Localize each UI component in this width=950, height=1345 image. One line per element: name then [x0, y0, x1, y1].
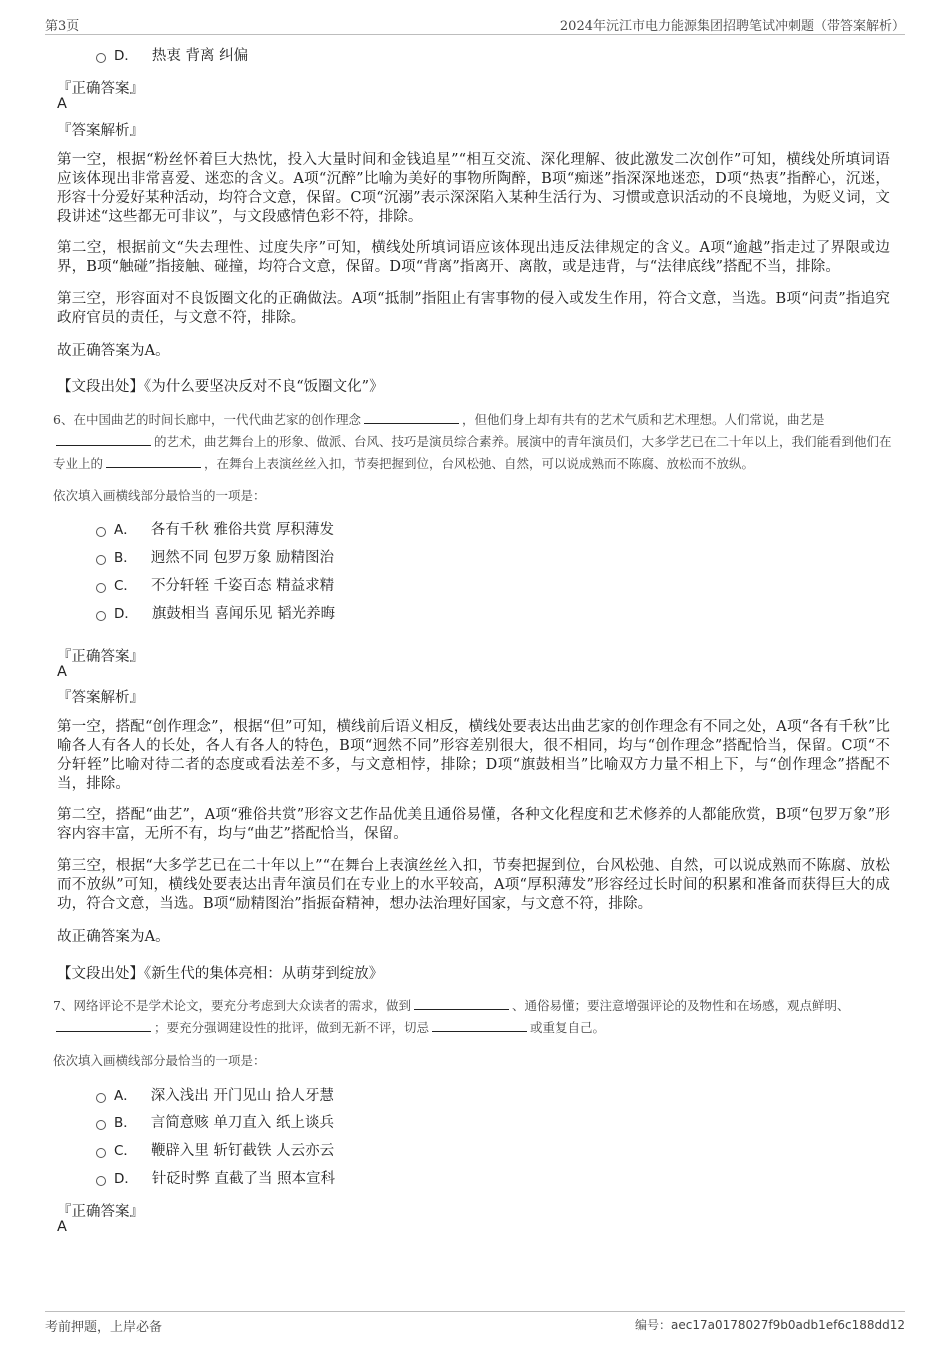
q7-option-a[interactable]: A． 深入浅出 开门见山 拾人牙慧 — [96, 1086, 334, 1106]
q6-prompt: 依次填入画横线部分最恰当的一项是： — [53, 488, 266, 503]
radio-icon[interactable] — [96, 527, 106, 537]
radio-icon[interactable] — [96, 1120, 106, 1130]
blank-line — [364, 411, 459, 424]
q6-option-b[interactable]: B． 迥然不同 包罗万象 励精图治 — [96, 548, 334, 568]
page-number: 第3页 — [45, 19, 80, 34]
blank-line — [432, 1019, 527, 1032]
q6-source: 【文段出处】《新生代的集体亮相：从萌芽到绽放》 — [57, 966, 384, 982]
radio-icon[interactable] — [96, 611, 106, 621]
radio-icon[interactable] — [96, 583, 106, 593]
q5-analysis-p1: 第一空，根据“粉丝怀着巨大热忱，投入大量时间和金钱追星”“相互交流、深化理解、彼此激发二次创作”可知，横线处所填词语应该体现出非常喜爱、迷恋的含义。A项“沉醉”比喻为美好的事物所陶醉，B项“痴迷”指深深地迷恋，D项“热衷”指醉心，沉迷，形容十分爱好某种活动，均符合文意，保留。C项“沉溺”表示深深陷入某种生活行为、习惯或意识活动的不良境地，为贬义词，文段讲述“这些都无可非议”，与文段感情色彩不符，排除。 — [57, 152, 890, 225]
q6-analysis-p3: 第三空，根据“大多学艺已在二十年以上”“在舞台上表演丝丝入扣，节奏把握到位，台风松弛、自然，可以说成熟而不陈腐、放松而不放纵”可知，横线处要表达出青年演员们在专业上的水平较高，A项“厚积薄发”形容经过长时间的积累和准备而获得巨大的成功，符合文意，当选。B项“励精图治”指振奋精神，想办法治理好国家，与文意不符，排除。 — [57, 858, 890, 912]
radio-icon[interactable] — [96, 555, 106, 565]
blank-line — [414, 997, 509, 1010]
q7-stem: 7、网络评论不是学术论文，要充分考虑到大众读者的需求，做到 、通俗易懂；要注意增强评论的及物性和在场感，观点鲜明、；要充分强调建设性的批评，做到无新不评，切忌 或重复自己。 — [53, 998, 850, 1035]
q6-analysis-label: 『答案解析』 — [57, 690, 144, 706]
q7-option-b[interactable]: B． 言简意赅 单刀直入 纸上谈兵 — [96, 1113, 334, 1133]
q6-stem: 6、在中国曲艺的时间长廊中，一代代曲艺家的创作理念 ，但他们身上却有共有的艺术气质和艺术理想。人们常说，曲艺是的艺术，曲艺舞台上的形象、做派、台风、技巧是演员综合素养。展演中的青年演员们，大多学艺已在二十年以上，我们能看到他们在专业上的 ，在舞台上表演丝丝入扣，节奏把握到位，台风松弛、自然，可以说成熟而不陈腐、放松而不放纵。 — [53, 412, 892, 471]
page-header — [45, 14, 905, 35]
q5-answer-label: 『正确答案』 — [57, 81, 144, 97]
q6-analysis-p4: 故正确答案为A。 — [57, 929, 170, 945]
q6-answer-label: 『正确答案』 — [57, 649, 144, 665]
radio-icon[interactable] — [96, 1176, 106, 1186]
blank-line — [56, 1019, 151, 1032]
q7-option-d[interactable]: D． 针砭时弊 直截了当 照本宣科 — [96, 1169, 335, 1189]
q7-option-c[interactable]: C． 鞭辟入里 斩钉截铁 人云亦云 — [96, 1141, 334, 1161]
document-id: 编号：aec17a0178027f9b0adb1ef6c188dd12 — [635, 1318, 905, 1332]
q6-option-c[interactable]: C． 不分轩轾 千姿百态 精益求精 — [96, 576, 334, 596]
footer-slogan: 考前押题，上岸必备 — [45, 1320, 163, 1335]
q7-answer: A — [57, 1219, 67, 1235]
q6-option-a[interactable]: A． 各有千秋 雅俗共赏 厚积薄发 — [96, 520, 334, 540]
blank-line — [56, 433, 151, 446]
q6-analysis-p1: 第一空，搭配“创作理念”，根据“但”可知，横线前后语义相反，横线处要表达出曲艺家的创作理念有不同之处，A项“各有千秋”比喻各人有各人的长处，各人有各人的特色，B项“迥然不同”形容差别很大，很不相同，均与“创作理念”搭配恰当，保留。C项“不分轩轾”比喻对待二者的态度或看法差不多，与文意相悖，排除；D项“旗鼓相当”比喻双方力量不相上下，与“创作理念”搭配不当，排除。 — [57, 719, 890, 792]
q5-analysis-label: 『答案解析』 — [57, 123, 144, 139]
q7-answer-label: 『正确答案』 — [57, 1204, 144, 1220]
document-title: 2024年沅江市电力能源集团招聘笔试冲刺题（带答案解析） — [559, 19, 905, 34]
q6-option-d[interactable]: D． 旗鼓相当 喜闻乐见 韬光养晦 — [96, 604, 335, 624]
q6-analysis-p2: 第二空，搭配“曲艺”，A项“雅俗共赏”形容文艺作品优美且通俗易懂，各种文化程度和艺术修养的人都能欣赏，B项“包罗万象”形容内容丰富，无所不有，均与“曲艺”搭配恰当，保留。 — [57, 807, 890, 842]
q5-source: 【文段出处】《为什么要坚决反对不良“饭圈文化”》 — [57, 379, 384, 395]
radio-icon[interactable] — [96, 1093, 106, 1103]
radio-icon[interactable] — [96, 1148, 106, 1158]
q5-analysis-p4: 故正确答案为A。 — [57, 343, 170, 359]
q5-analysis-p2: 第二空，根据前文“失去理性、过度失序”可知，横线处所填词语应该体现出违反法律规定的含义。A项“逾越”指走过了界限或边界，B项“触碰”指接触、碰撞，均符合文意，保留。D项“背离”指离开、离散，或是违背，与“法律底线”搭配不当，排除。 — [57, 240, 890, 275]
radio-icon[interactable] — [96, 53, 106, 63]
q5-answer: A — [57, 96, 67, 112]
q7-prompt: 依次填入画横线部分最恰当的一项是： — [53, 1053, 266, 1068]
q6-answer: A — [57, 664, 67, 680]
q5-analysis-p3: 第三空，形容面对不良饭圈文化的正确做法。A项“抵制”指阻止有害事物的侵入或发生作用，符合文意，当选。B项“问责”指追究政府官员的责任，与文意不符，排除。 — [57, 291, 890, 326]
page-footer — [45, 1311, 905, 1336]
q5-option-d[interactable]: D． 热衷 背离 纠偏 — [96, 46, 248, 66]
blank-line — [106, 455, 201, 468]
